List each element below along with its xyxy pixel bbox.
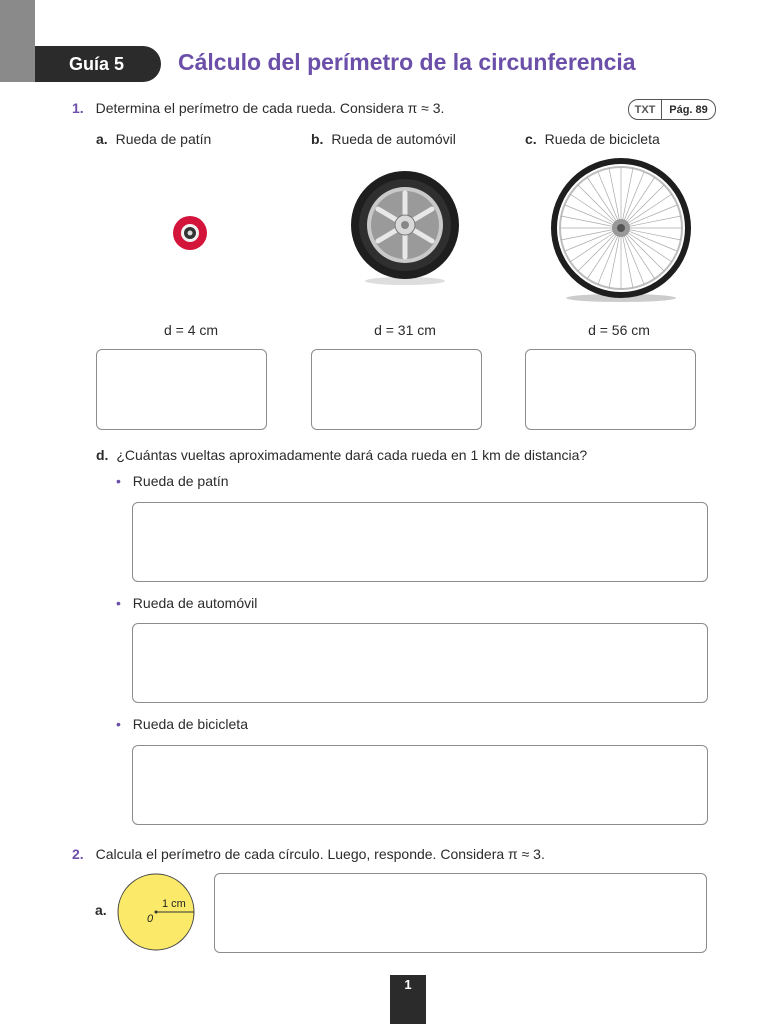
textbook-reference-badge xyxy=(628,99,716,120)
side-tab xyxy=(0,0,35,82)
question-text: Determina el perímetro de cada rueda. Considera π ≈ 3. xyxy=(95,100,445,116)
txt-label: TXT xyxy=(629,100,662,119)
car-wheel-image xyxy=(348,168,462,288)
item-2a-letter xyxy=(95,902,107,918)
item-text: Rueda de bicicleta xyxy=(544,131,660,147)
center-label: 0 xyxy=(147,913,154,925)
item-b-label xyxy=(311,131,456,147)
bicycle-wheel-image xyxy=(551,158,691,304)
radius-label: 1 cm xyxy=(162,898,186,910)
page-title: Cálculo del perímetro de la circunferencia xyxy=(178,49,636,75)
diameter-label-b: d = 31 cm xyxy=(374,322,436,338)
skate-wheel-image xyxy=(172,215,208,251)
item-letter: a. xyxy=(96,131,108,147)
item-text: ¿Cuántas vueltas aproximadamente dará cada rueda en 1 km de distancia? xyxy=(116,447,588,463)
question-number: 1. xyxy=(72,100,84,116)
item-letter: d. xyxy=(96,447,109,463)
answer-box-2a[interactable] xyxy=(214,873,707,953)
page-number: 1 xyxy=(390,975,426,1024)
item-letter: b. xyxy=(311,131,324,147)
diameter-label-c: d = 56 cm xyxy=(588,322,650,338)
bullet-icon: • xyxy=(116,473,121,489)
bullet-text: Rueda de automóvil xyxy=(132,595,258,611)
bullet-item-car xyxy=(116,595,257,611)
item-text: Rueda de patín xyxy=(115,131,212,147)
bullet-icon: • xyxy=(116,595,121,611)
item-a-label xyxy=(96,131,211,147)
bullet-text: Rueda de patín xyxy=(132,473,229,489)
bullet-icon: • xyxy=(116,716,121,732)
question-text: Calcula el perímetro de cada círculo. Luego, responde. Considera π ≈ 3. xyxy=(95,846,545,862)
answer-box-d-skate[interactable] xyxy=(132,502,708,582)
diameter-label-a: d = 4 cm xyxy=(163,322,219,338)
item-text: Rueda de automóvil xyxy=(331,131,456,147)
answer-box-a[interactable] xyxy=(96,349,267,430)
item-d-label xyxy=(96,447,587,463)
page-reference: Pág. 89 xyxy=(669,103,708,116)
bullet-item-skate xyxy=(116,473,229,489)
item-c-label xyxy=(525,131,660,147)
answer-box-d-car[interactable] xyxy=(132,623,708,703)
item-letter: c. xyxy=(525,131,537,147)
circle-figure xyxy=(116,872,196,952)
answer-box-d-bicycle[interactable] xyxy=(132,745,708,825)
guide-badge: Guía 5 xyxy=(35,46,161,82)
question-1 xyxy=(72,100,444,116)
item-letter: a. xyxy=(95,902,107,918)
bullet-item-bicycle xyxy=(116,716,248,732)
question-number: 2. xyxy=(72,846,84,862)
answer-box-b[interactable] xyxy=(311,349,482,430)
bullet-text: Rueda de bicicleta xyxy=(132,716,248,732)
question-2 xyxy=(72,846,545,862)
answer-box-c[interactable] xyxy=(525,349,696,430)
